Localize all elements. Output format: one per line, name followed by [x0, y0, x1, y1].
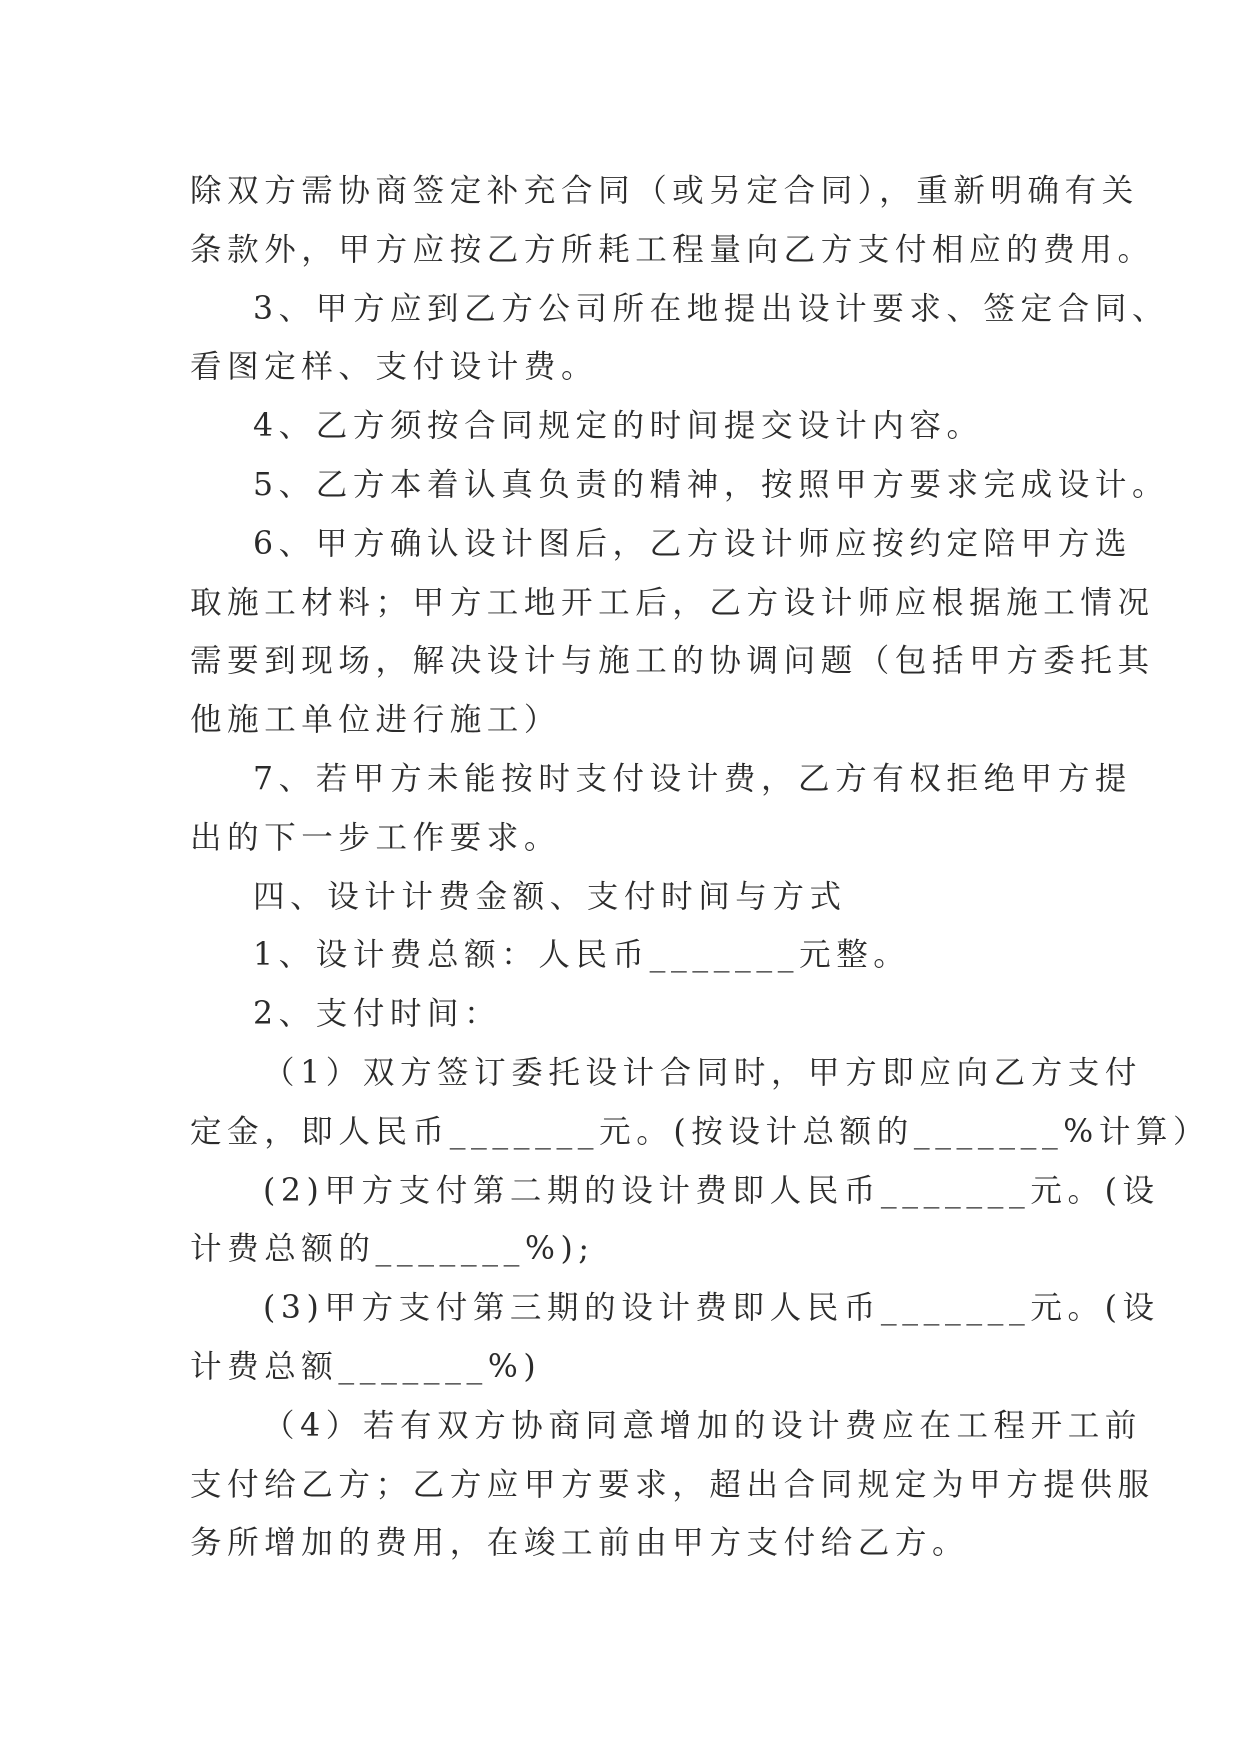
- text-line: 6、甲方确认设计图后，乙方设计师应按约定陪甲方选: [253, 525, 1132, 562]
- text-line: （4）若有双方协商同意增加的设计费应在工程开工前: [263, 1407, 1142, 1444]
- text-line: (3)甲方支付第三期的设计费即人民币_______元。(设: [263, 1290, 1160, 1327]
- paragraph-clause-4: [190, 397, 1070, 456]
- paragraph-clause-6: [190, 515, 1155, 750]
- text-line: 出的下一步工作要求。: [190, 819, 562, 856]
- text-line: 2、支付时间：: [253, 996, 502, 1033]
- text-line: 4、乙方须按合同规定的时间提交设计内容。: [253, 408, 984, 445]
- paragraph-payment-time: [190, 985, 1070, 1044]
- text-line: 5、乙方本着认真负责的精神，按照甲方要求完成设计。: [253, 466, 1170, 503]
- paragraph-payment-2: [190, 1162, 1160, 1280]
- text-line: 支付给乙方；乙方应甲方要求，超出合同规定为甲方提供服: [190, 1466, 1155, 1503]
- text-line: 3、甲方应到乙方公司所在地提出设计要求、签定合同、: [253, 290, 1170, 327]
- paragraph-continuation: [190, 162, 1155, 280]
- paragraph-payment-1: [190, 1044, 1211, 1162]
- text-line: 看图定样、支付设计费。: [190, 349, 599, 386]
- text-line: 他施工单位进行施工）: [190, 702, 562, 739]
- text-line: （1）双方签订委托设计合同时，甲方即应向乙方支付: [263, 1054, 1142, 1091]
- paragraph-clause-5: [190, 456, 1170, 515]
- text-line: 条款外，甲方应按乙方所耗工程量向乙方支付相应的费用。: [190, 231, 1155, 268]
- paragraph-fee-total: [190, 926, 1070, 985]
- document-body: [190, 162, 1211, 1573]
- paragraph-payment-4: [190, 1397, 1155, 1573]
- paragraph-clause-3: [190, 280, 1170, 398]
- paragraph-clause-7: [190, 750, 1132, 868]
- text-line: 计费总额的_______%);: [190, 1231, 595, 1268]
- section-heading: [190, 868, 1070, 927]
- text-line: 1、设计费总额：人民币_______元整。: [253, 937, 911, 974]
- text-line: 7、若甲方未能按时支付设计费，乙方有权拒绝甲方提: [253, 760, 1132, 797]
- paragraph-payment-3: [190, 1279, 1160, 1397]
- text-line: 计费总额_______%): [190, 1348, 542, 1385]
- text-line: 务所增加的费用，在竣工前由甲方支付给乙方。: [190, 1525, 970, 1562]
- text-line: (2)甲方支付第二期的设计费即人民币_______元。(设: [263, 1172, 1160, 1209]
- text-line: 需要到现场，解决设计与施工的协调问题（包括甲方委托其: [190, 643, 1155, 680]
- text-line: 定金，即人民币_______元。(按设计总额的_______%计算）: [190, 1113, 1211, 1150]
- text-line: 除双方需协商签定补充合同（或另定合同），重新明确有关: [190, 173, 1139, 209]
- text-line: 取施工材料；甲方工地开工后，乙方设计师应根据施工情况: [190, 584, 1155, 621]
- section-title: 四、设计计费金额、支付时间与方式: [253, 878, 847, 915]
